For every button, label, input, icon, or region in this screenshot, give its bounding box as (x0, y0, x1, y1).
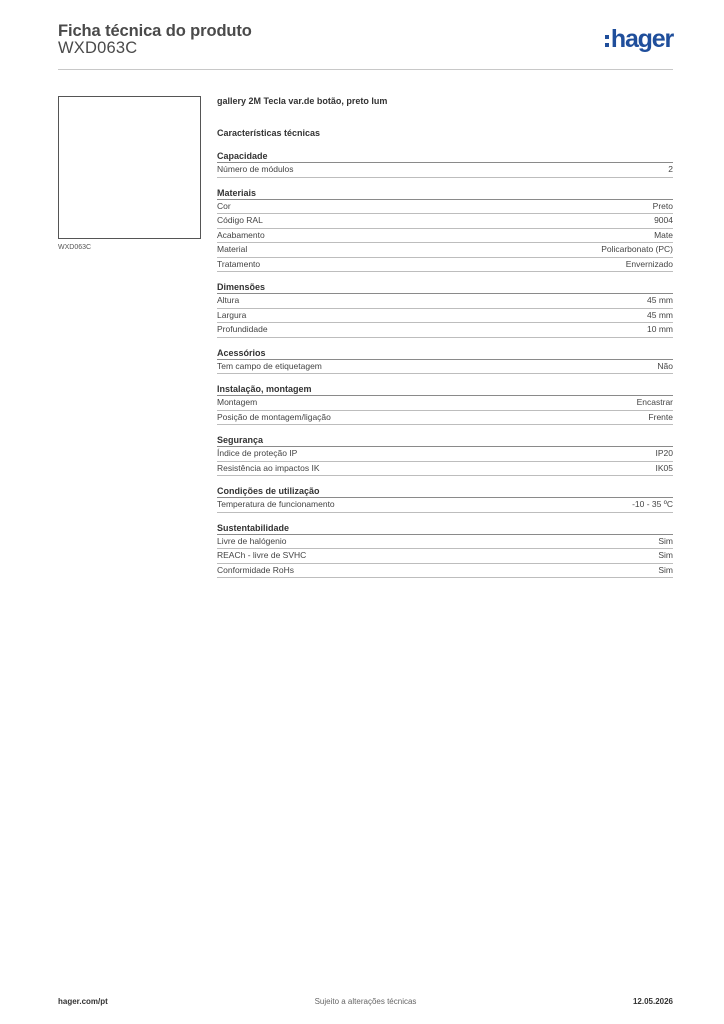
page-header (58, 20, 673, 70)
spec-group (217, 151, 673, 178)
spec-row (217, 396, 673, 411)
product-image-caption: WXD063C (58, 244, 92, 251)
spec-label: Livre de halógenio (217, 535, 287, 546)
spec-groups (217, 151, 673, 578)
spec-group-title: Dimensões (217, 282, 673, 294)
spec-row (217, 411, 673, 426)
spec-row (217, 229, 673, 244)
spec-heading: Características técnicas (217, 128, 321, 138)
spec-group-title: Capacidade (217, 151, 673, 163)
spec-row (217, 535, 673, 550)
footer-website: hager.com/pt (58, 997, 108, 1006)
spec-content (217, 96, 673, 578)
spec-group-title: Materiais (217, 188, 673, 200)
spec-label: Temperatura de funcionamento (217, 499, 335, 509)
spec-group-title: Instalação, montagem (217, 384, 673, 396)
spec-label: Número de módulos (217, 164, 294, 174)
spec-group (217, 435, 673, 476)
spec-value: IP20 (655, 448, 673, 458)
spec-group (217, 486, 673, 513)
spec-label: Acabamento (217, 229, 265, 240)
spec-row (217, 294, 673, 309)
spec-group-title: Acessórios (217, 348, 673, 360)
spec-value: 45 mm (647, 295, 673, 305)
spec-row (217, 360, 673, 375)
product-code: WXD063C (58, 39, 138, 57)
spec-value: 45 mm (647, 309, 673, 320)
spec-value: Frente (648, 411, 673, 422)
spec-value: 9004 (654, 215, 673, 225)
spec-label: Conformidade RoHs (217, 564, 295, 575)
spec-row (217, 549, 673, 564)
spec-row (217, 214, 673, 229)
spec-value: Sim (658, 564, 673, 575)
spec-label: Posição de montagem/ligação (217, 411, 331, 422)
spec-label: Resistência ao impactos IK (217, 462, 320, 473)
spec-row (217, 462, 673, 477)
spec-row (217, 564, 673, 579)
spec-value: Preto (652, 200, 673, 211)
logo-text: hager (610, 24, 673, 53)
spec-value: -10 - 35 ºC (632, 499, 673, 509)
spec-label: Montagem (217, 397, 258, 407)
spec-label: Material (217, 244, 248, 254)
spec-group (217, 348, 673, 375)
spec-row (217, 200, 673, 215)
spec-value: Envernizado (625, 258, 673, 269)
spec-row (217, 243, 673, 258)
page-footer (58, 997, 673, 1009)
spec-group (217, 282, 673, 338)
spec-group-title: Segurança (217, 435, 673, 447)
spec-row (217, 323, 673, 338)
spec-label: REACh - livre de SVHC (217, 550, 307, 560)
spec-label: Tem campo de etiquetagem (217, 360, 322, 371)
spec-group (217, 188, 673, 273)
product-title: gallery 2M Tecla var.de botão, preto lum (217, 96, 388, 106)
spec-row (217, 447, 673, 462)
spec-label: Tratamento (217, 258, 261, 269)
logo-dots-icon (605, 35, 609, 47)
spec-row (217, 309, 673, 324)
spec-value: Sim (658, 535, 673, 546)
spec-group (217, 384, 673, 425)
footer-date: 12.05.2026 (632, 997, 673, 1006)
spec-row (217, 498, 673, 513)
document-title: Ficha técnica do produto (58, 22, 252, 40)
spec-value: 2 (668, 164, 673, 174)
spec-row (217, 163, 673, 178)
hager-logo (605, 26, 673, 52)
spec-label: Cor (217, 200, 231, 211)
spec-label: Código RAL (217, 215, 263, 225)
spec-label: Índice de proteção IP (217, 448, 298, 458)
spec-value: Não (657, 360, 673, 371)
spec-value: 10 mm (647, 324, 673, 334)
spec-label: Profundidade (217, 324, 268, 334)
spec-value: Sim (658, 550, 673, 560)
spec-value: Policarbonato (PC) (601, 244, 673, 254)
spec-value: Mate (654, 229, 673, 240)
spec-group-title: Sustentabilidade (217, 523, 673, 535)
spec-label: Altura (217, 295, 240, 305)
product-image-placeholder (58, 96, 201, 239)
spec-group-title: Condições de utilização (217, 486, 673, 498)
spec-value: Encastrar (636, 397, 673, 407)
spec-group (217, 523, 673, 579)
spec-value: IK05 (655, 462, 673, 473)
spec-label: Largura (217, 309, 247, 320)
footer-note: Sujeito a alterações técnicas (314, 997, 417, 1006)
spec-row (217, 258, 673, 273)
